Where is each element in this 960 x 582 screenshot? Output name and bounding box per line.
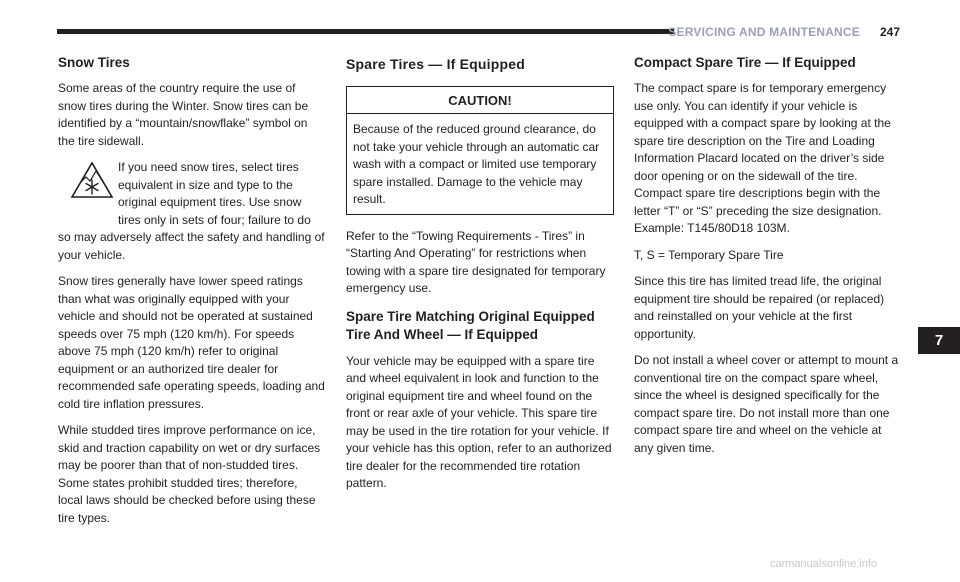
compact-spare-heading: Compact Spare Tire — If Equipped <box>634 55 856 70</box>
towing-requirements-paragraph: Refer to the “Towing Requirements - Tires” in “Starting And Operating” for restrictions when towing with a spare tire designated for temporary emergency use. <box>346 228 606 295</box>
matching-spare-paragraph: Your vehicle may be equipped with a spare tire and wheel equivalent in look and function to the original equipment tire and wheel found on the front or rear axle of your vehicle. This spare tire may be used in the tire rotation for your vehicle. If your vehicle has this option, refer to an authorized tire dealer for the recommended tire rotation pattern. <box>346 353 612 490</box>
column-middle <box>346 54 614 502</box>
temporary-spare-definition: T, S = Temporary Spare Tire <box>634 247 784 262</box>
header-rule <box>57 29 674 34</box>
chapter-tab: 7 <box>918 327 960 354</box>
snow-tires-intro: Some areas of the country require the use of snow tires during the Winter. Snow tires can be identified by a “mountain/snowflake” symbol on the tire sidewall. <box>58 81 309 148</box>
snow-tires-selection-text: If you need snow tires, select tires equivalent in size and type to the original equipment tires. Use snow tires only in sets of four; failure to do <box>118 160 311 227</box>
page-number: 247 <box>879 25 900 39</box>
matching-spare-heading: Spare Tire Matching Original Equipped Tire And Wheel — If Equipped <box>346 308 595 342</box>
snow-tires-heading: Snow Tires <box>58 55 130 70</box>
spare-tires-heading: Spare Tires — If Equipped <box>346 56 526 72</box>
mountain-snowflake-icon <box>70 161 114 199</box>
column-left <box>58 54 325 536</box>
caution-title: CAUTION! <box>347 87 613 114</box>
compact-spare-warning: Do not install a wheel cover or attempt to mount a conventional tire on the compact spare wheel, since the wheel is designed specifically for the compact spare tire. Do not install more than one compact spare tire and wheel on the vehicle at any given time. <box>634 353 899 455</box>
watermark: carmanualsonline.info <box>770 558 878 570</box>
compact-spare-tread-life: Since this tire has limited tread life, the original equipment tire should be repaired (or replaced) and reinstalled on your vehicle at the first opportunity. <box>634 274 885 341</box>
compact-spare-description: The compact spare is for temporary emergency use only. You can identify if your vehicle is equipped with a compact spare by looking at the spare tire description on the Tire and Loading Information Placard located on the driver’s side door opening or on the sidewall of the tire. Compact spare tire descriptions begin with the letter “T” or “S” preceding the size designation. Example: T145/80D18 103M. <box>634 81 891 235</box>
snow-tires-selection-continued: so may adversely affect the safety and handling of your vehicle. <box>58 230 325 262</box>
column-right <box>634 54 902 466</box>
section-title: SERVICING AND MAINTENANCE <box>668 25 860 39</box>
snow-tires-speed-ratings: Snow tires generally have lower speed ratings than what was originally equipped with your vehicle and should not be operated at sustained speeds over 75 mph (120 km/h). For speeds above 75 mph (120 km/h) refer to original equipment or an authorized tire dealer for recommended safe operating speeds, loading and cold tire inflation pressures. <box>58 274 325 411</box>
caution-text: Because of the reduced ground clearance, do not take your vehicle through an automatic car wash with a compact or limited use temporary spare installed. Damage to the vehicle may result. <box>353 122 600 206</box>
studded-tires-paragraph: While studded tires improve performance on ice, skid and traction capability on wet or dry surfaces may be poorer than that of non-studded tires. Some states prohibit studded tires; therefore, local laws should be checked before using these tire types. <box>58 423 321 525</box>
caution-box <box>346 86 614 215</box>
snow-tires-icon-paragraph <box>58 159 325 229</box>
